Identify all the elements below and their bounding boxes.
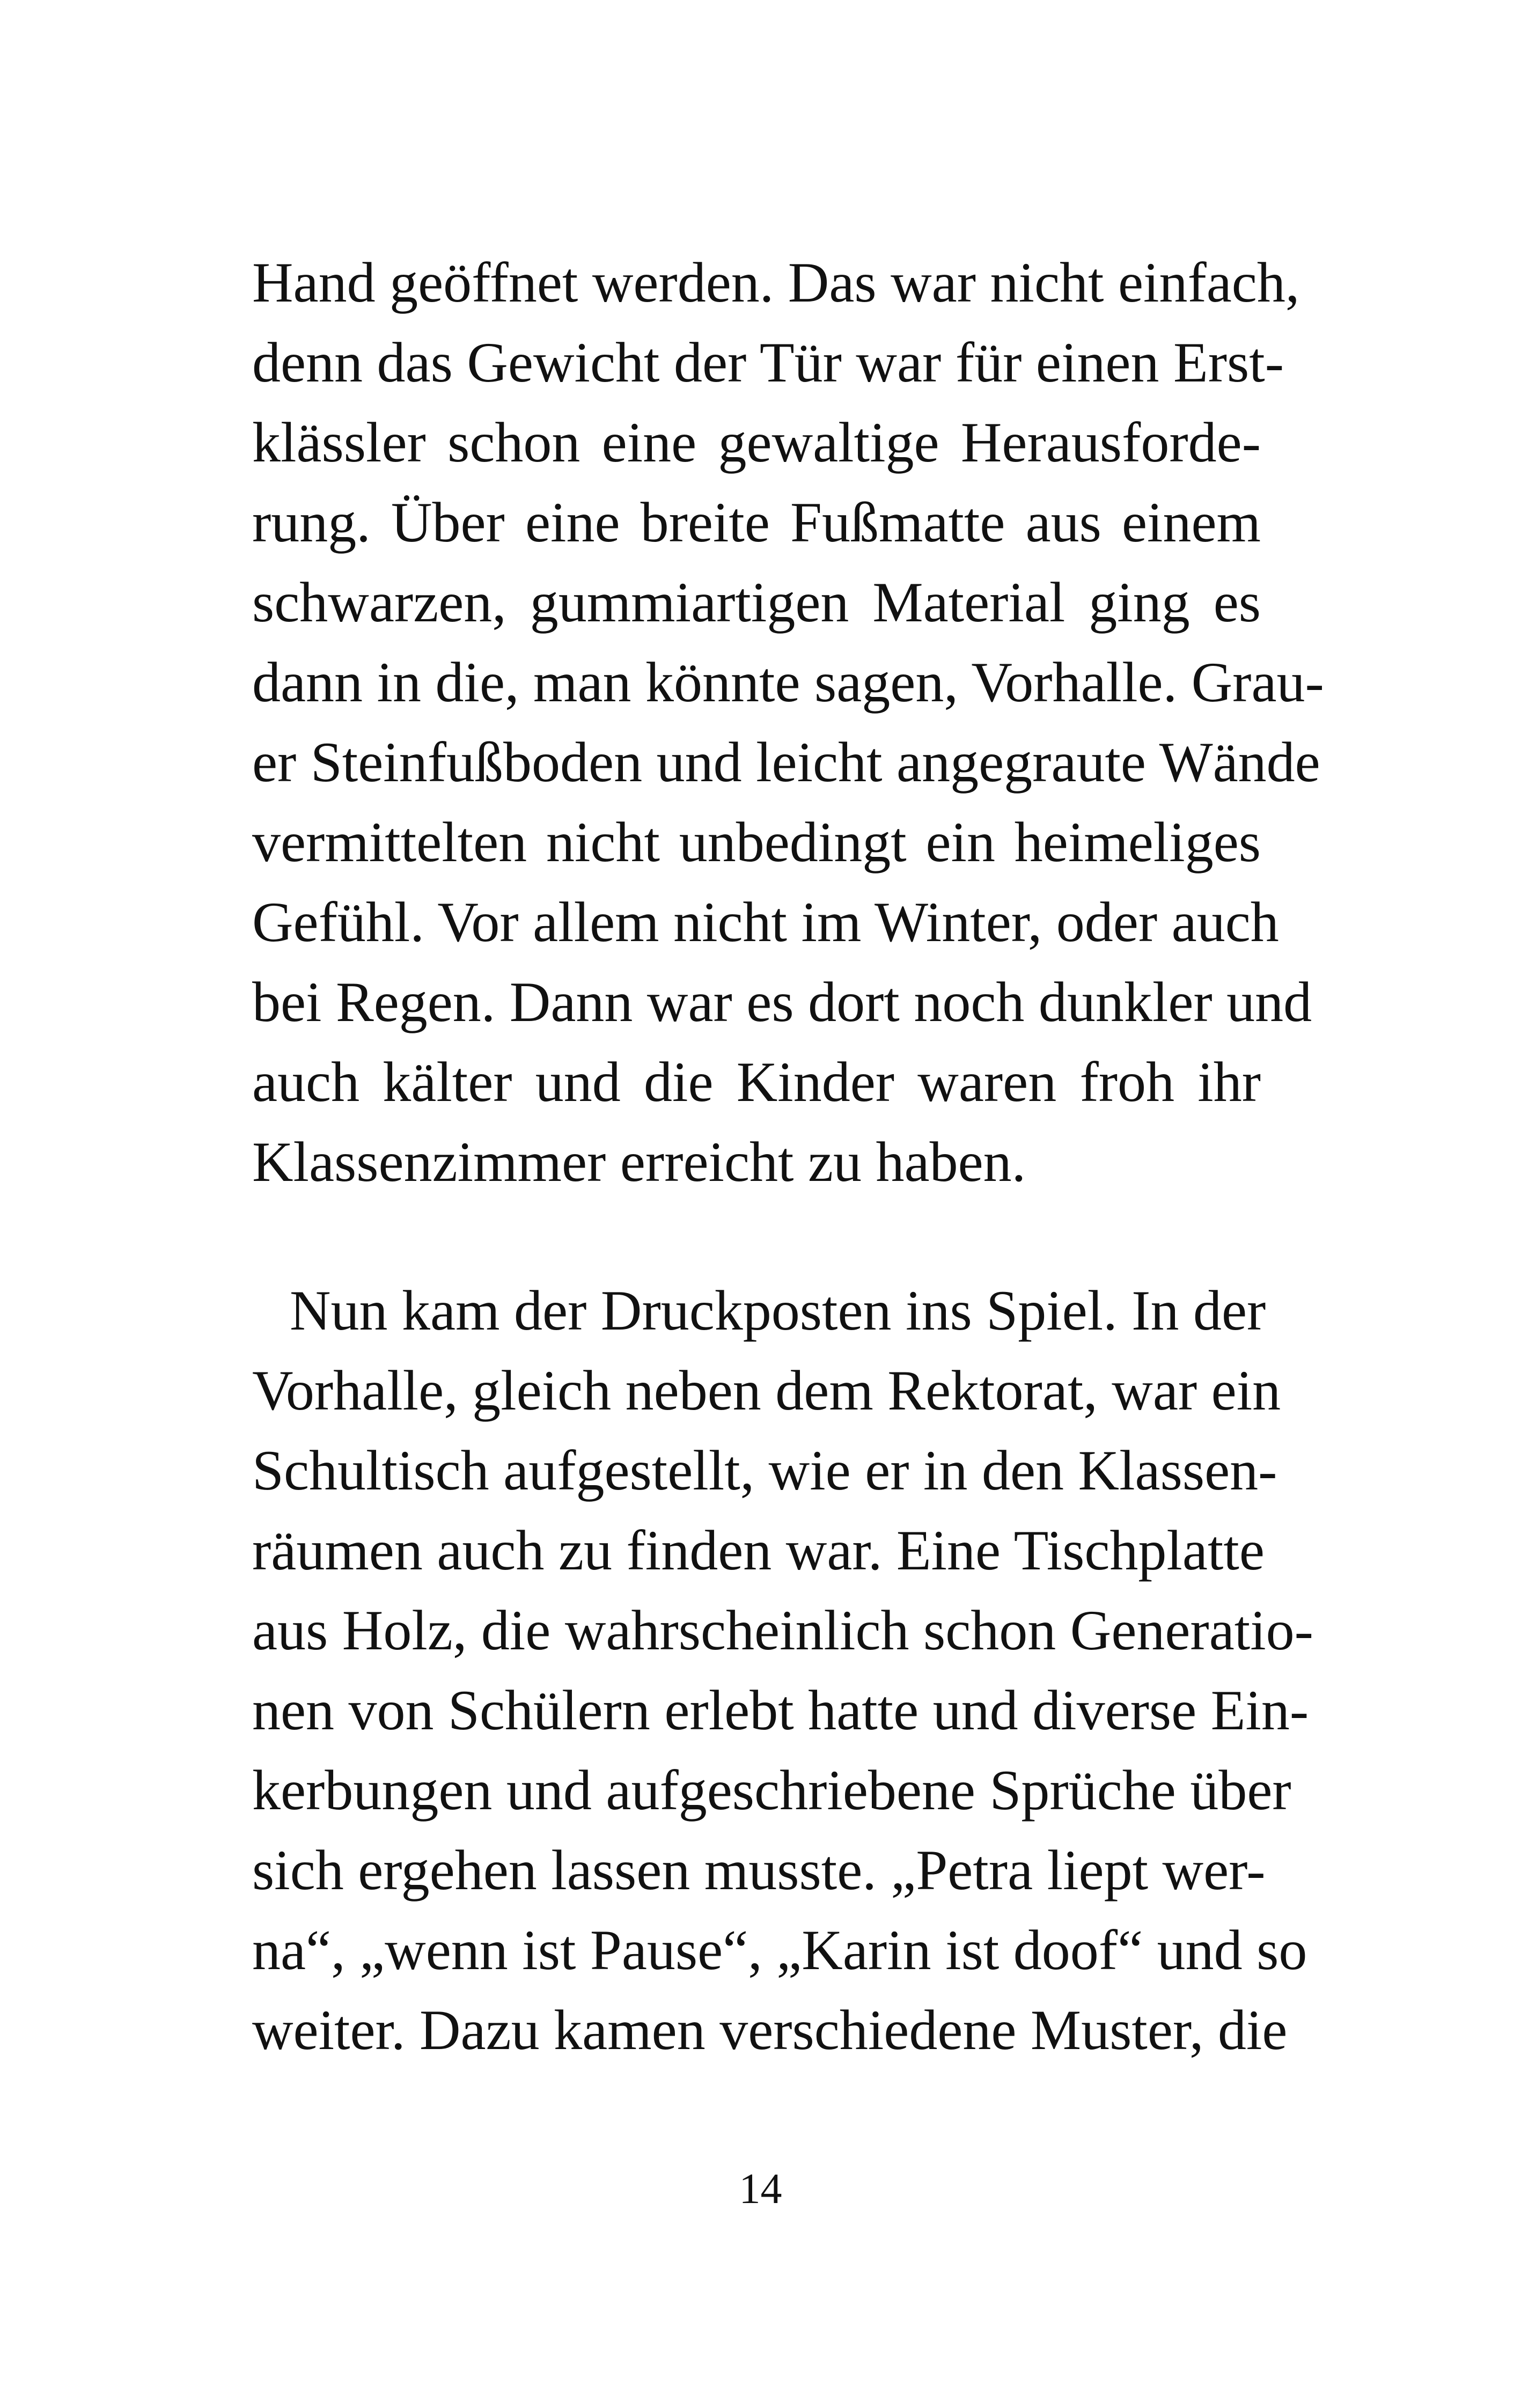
text-line: sich ergehen lassen musste. „Petra liept wer- bbox=[252, 1839, 1266, 1902]
text-line: Klassenzimmer erreicht zu haben. bbox=[252, 1130, 1026, 1193]
text-line: na“, „wenn ist Pause“, „Karin ist doof“ und so bbox=[252, 1919, 1307, 1981]
page-number: 14 bbox=[739, 2165, 782, 2213]
text-line: auch kälter und die Kinder waren froh ihr bbox=[252, 1051, 1261, 1113]
text-line: er Steinfußboden und leicht angegraute Wände bbox=[252, 731, 1320, 794]
paragraph-2 bbox=[252, 1271, 1313, 2070]
paragraph-1 bbox=[252, 243, 1324, 1202]
text-line: klässler schon eine gewaltige Herausforde- bbox=[252, 411, 1261, 474]
text-line: Schultisch aufgestellt, wie er in den Klassen- bbox=[252, 1439, 1277, 1502]
text-line: bei Regen. Dann war es dort noch dunkler und bbox=[252, 971, 1312, 1033]
text-line: weiter. Dazu kamen verschiedene Muster, die bbox=[252, 1999, 1288, 2061]
text-line: nen von Schülern erlebt hatte und diverse Ein- bbox=[252, 1679, 1309, 1742]
text-line: kerbungen und aufgeschriebene Sprüche über bbox=[252, 1759, 1291, 1822]
text-line: räumen auch zu finden war. Eine Tischplatte bbox=[252, 1519, 1265, 1582]
text-line: Nun kam der Druckposten ins Spiel. In der bbox=[290, 1279, 1266, 1342]
text-line: Vorhalle, gleich neben dem Rektorat, war ein bbox=[252, 1359, 1281, 1422]
text-line: schwarzen, gummiartigen Material ging es bbox=[252, 571, 1261, 634]
text-line: Hand geöffnet werden. Das war nicht einfach, bbox=[252, 251, 1300, 314]
text-line: denn das Gewicht der Tür war für einen Erst- bbox=[252, 331, 1284, 394]
text-line: vermittelten nicht unbedingt ein heimeliges bbox=[252, 811, 1261, 873]
text-line: aus Holz, die wahrscheinlich schon Generatio- bbox=[252, 1599, 1313, 1662]
text-line: Gefühl. Vor allem nicht im Winter, oder auch bbox=[252, 891, 1279, 953]
text-line: rung. Über eine breite Fußmatte aus einem bbox=[252, 491, 1261, 554]
text-line: dann in die, man könnte sagen, Vorhalle. Grau- bbox=[252, 651, 1324, 714]
